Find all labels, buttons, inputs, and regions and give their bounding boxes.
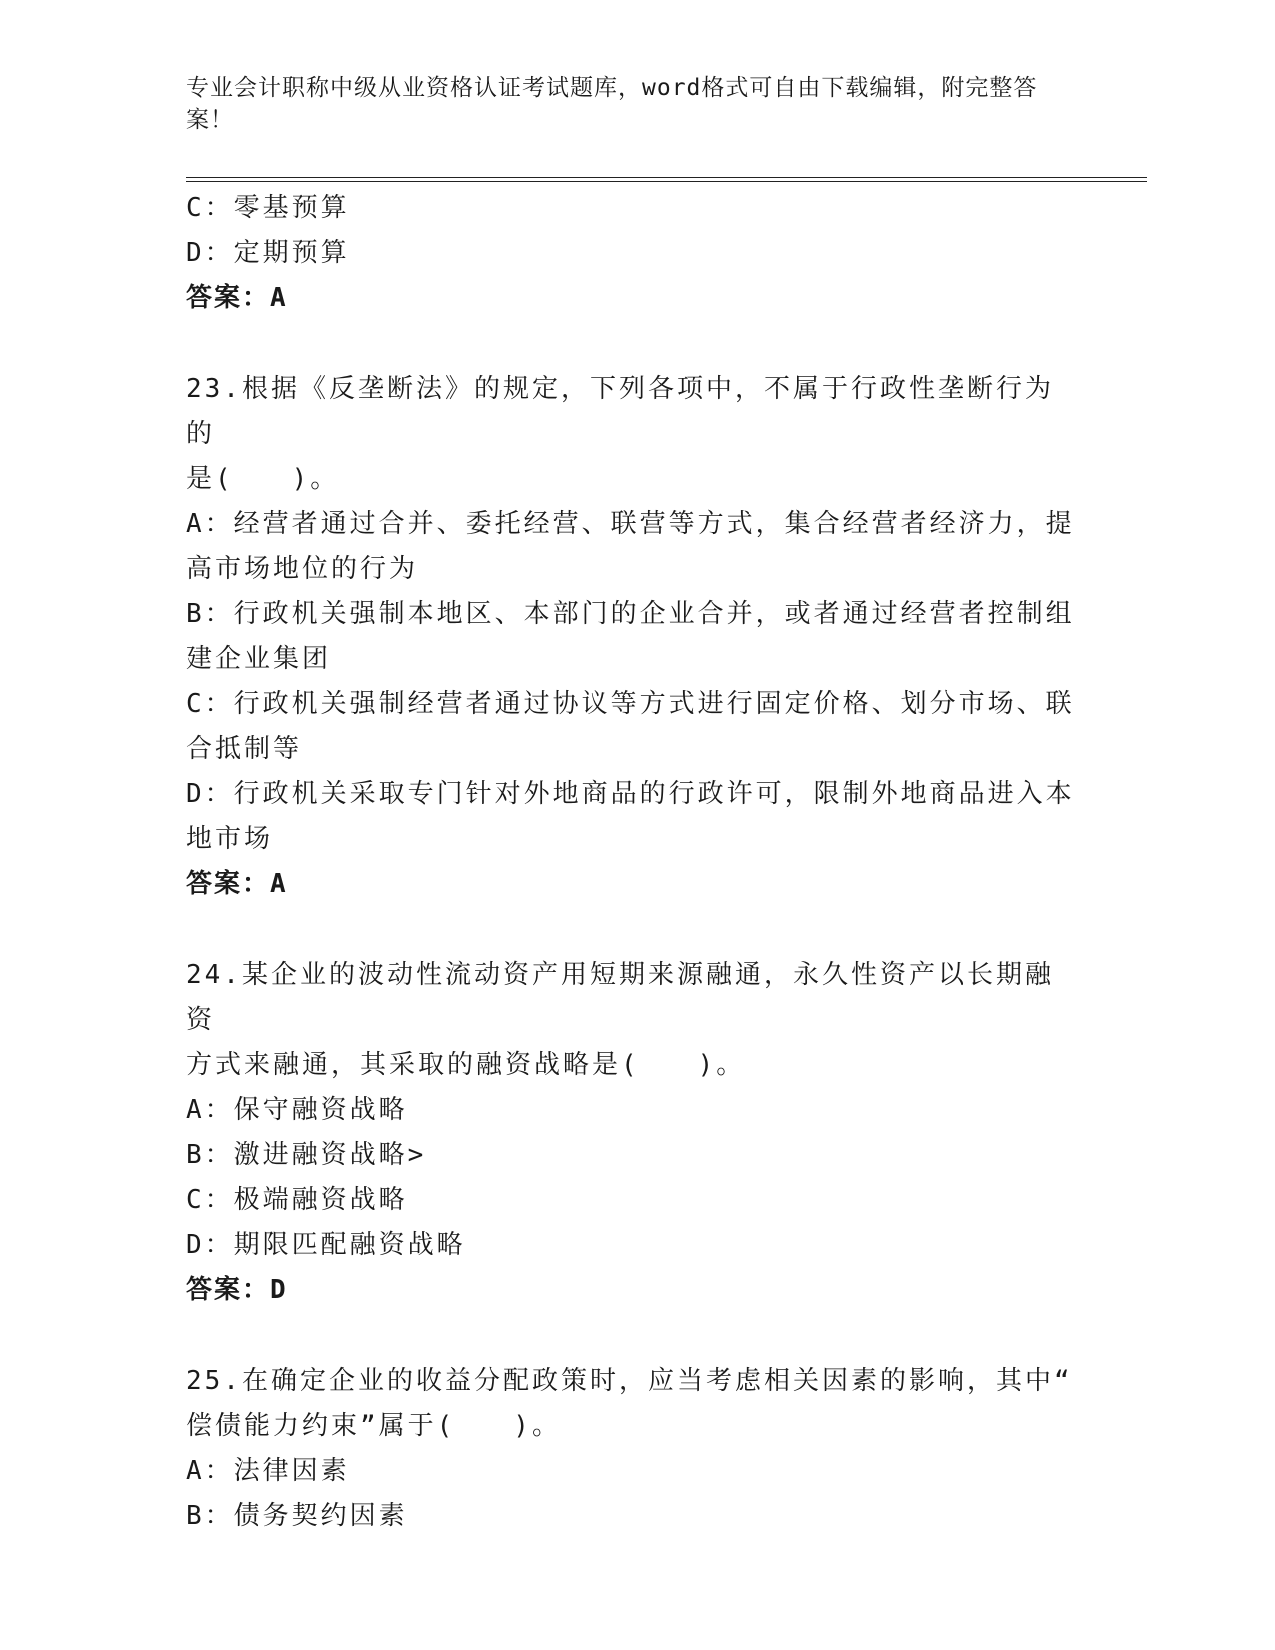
- question-24: [186, 953, 1076, 1313]
- option-a: A：经营者通过合并、委托经营、联营等方式，集合经营者经济力，提: [186, 509, 1075, 539]
- option-c: C：行政机关强制经营者通过协议等方式进行固定价格、划分市场、联: [186, 689, 1075, 719]
- question-23: [186, 367, 1076, 907]
- answer: 答案：D: [186, 1275, 288, 1305]
- question-stem: 方式来融通，其采取的融资战略是( )。: [186, 1050, 746, 1080]
- question-content: [186, 186, 1076, 1539]
- question-stem: 偿债能力约束”属于( )。: [186, 1411, 561, 1441]
- question-stem: 24.某企业的波动性流动资产用短期来源融通，永久性资产以长期融资: [186, 960, 1054, 1035]
- question-stem: 25.在确定企业的收益分配政策时，应当考虑相关因素的影响，其中“: [186, 1366, 1073, 1396]
- option-b: B：激进融资战略>: [186, 1140, 427, 1170]
- option-d: 地市场: [186, 824, 274, 854]
- spacer: [186, 1313, 1076, 1359]
- header-rule-bottom: [186, 181, 1147, 182]
- header-rule-top: [186, 177, 1147, 178]
- option-c: C：极端融资战略: [186, 1185, 408, 1215]
- header-line-1: 专业会计职称中级从业资格认证考试题库，word格式可自由下载编辑，附完整答: [186, 75, 1038, 101]
- option-d: D：期限匹配融资战略: [186, 1230, 466, 1260]
- answer: 答案：A: [186, 283, 288, 313]
- header-line-2: 案！: [186, 107, 234, 133]
- option-b: B：债务契约因素: [186, 1501, 408, 1531]
- question-stem: 23.根据《反垄断法》的规定，下列各项中，不属于行政性垄断行为的: [186, 374, 1054, 449]
- spacer: [186, 907, 1076, 953]
- option-c: 合抵制等: [186, 734, 303, 764]
- answer: 答案：A: [186, 869, 288, 899]
- option-d: D：行政机关采取专门针对外地商品的行政许可，限制外地商品进入本: [186, 779, 1075, 809]
- question-stem: 是( )。: [186, 464, 340, 494]
- option-b: B：行政机关强制本地区、本部门的企业合并，或者通过经营者控制组: [186, 599, 1075, 629]
- carryover-block: [186, 186, 1076, 321]
- option-a: A：保守融资战略: [186, 1095, 408, 1125]
- option-d: D：定期预算: [186, 238, 350, 268]
- question-25: [186, 1359, 1076, 1539]
- page-header: [186, 72, 1066, 136]
- spacer: [186, 321, 1076, 367]
- option-b: 建企业集团: [186, 644, 332, 674]
- option-c: C：零基预算: [186, 193, 350, 223]
- option-a: 高市场地位的行为: [186, 554, 419, 584]
- option-a: A：法律因素: [186, 1456, 350, 1486]
